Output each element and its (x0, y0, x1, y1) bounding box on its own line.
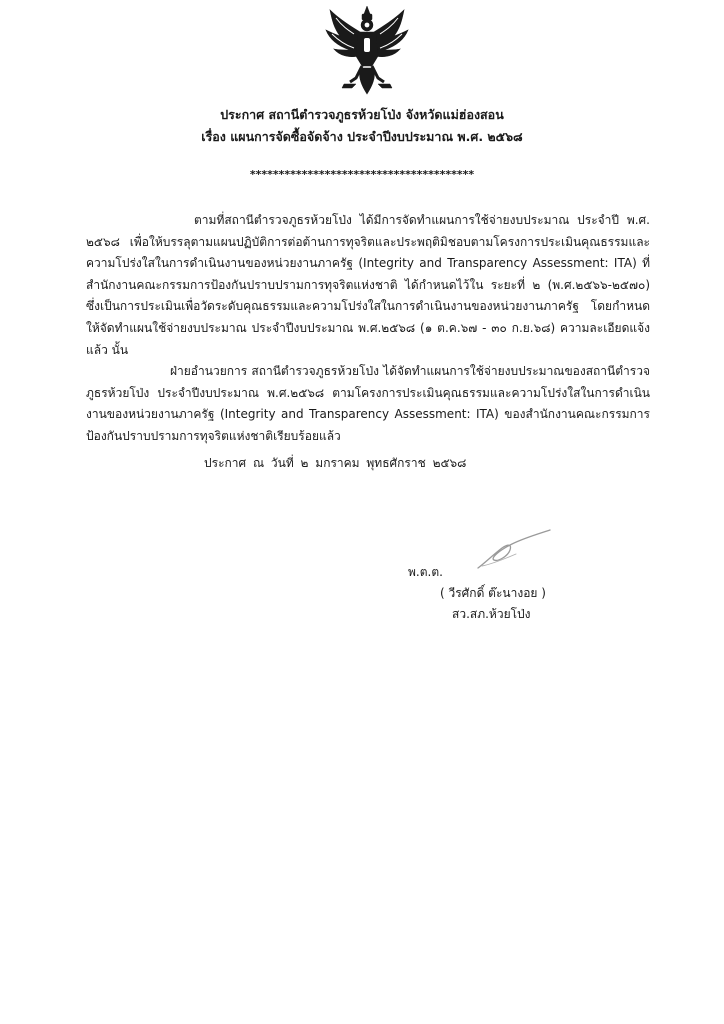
paragraph-1: ตามที่สถานีตำรวจภูธรห้วยโป่ง ได้มีการจัดทำแผนการใช้จ่ายงบประมาณ ประจำปี พ.ศ. ๒๕๖๘ เพื่อให้บรรลุตามแผนปฏิบัติการต่อต้านการทุจริตและประพฤติมิชอบตามโครงการประเมินคุณธรรมและความโปร่งใสในการดำเนินงานของหน่วยงานภาครัฐ (Integrity and Transparency Assessment: ITA) ที่สำนักงานคณะกรรมการป้องกันปราบปรามการทุจริตแห่งชาติ ได้กำหนดไว้ใน ระยะที่ ๒ (พ.ศ.๒๕๖๖-๒๕๗๐) ซึ่งเป็นการประเมินเพื่อวัดระดับคุณธรรมและความโปร่งใสในการดำเนินงานของหน่วยงานภาครัฐ โดยกำหนดให้จัดทำแผนใช้จ่ายงบประมาณ ประจำปีงบประมาณ พ.ศ.๒๕๖๘ (๑ ต.ค.๖๗ - ๓๐ ก.ย.๖๘) ความละเอียดแจ้งแล้ว นั้น (86, 213, 650, 357)
title-line-2: เรื่อง แผนการจัดซื้อจัดจ้าง ประจำปีงบประมาณ พ.ศ. ๒๕๖๘ (201, 129, 523, 144)
title-separator: *************************************** (249, 168, 475, 181)
announcement-date: ประกาศ ณ วันที่ ๒ มกราคม พุทธศักราช ๒๕๖๘ (204, 456, 467, 470)
signer-position: สว.สภ.ห้วยโป่ง (452, 607, 531, 621)
title-line-1: ประกาศ สถานีตำรวจภูธรห้วยโป่ง จังหวัดแม่ฮ่องสอน (220, 107, 504, 122)
paragraph-2: ฝ่ายอำนวยการ สถานีตำรวจภูธรห้วยโป่ง ได้จัดทำแผนการใช้จ่ายงบประมาณของสถานีตำรวจภูธรห้วยโป่ง ประจำปีงบประมาณ พ.ศ.๒๕๖๘ ตามโครงการประเมินคุณธรรมและความโปร่งใสในการดำเนินงานของหน่วยงานภาครัฐ (Integrity and Transparency Assessment: ITA) ของสำนักงานคณะกรรมการป้องกันปราบปรามการทุจริตแห่งชาติเรียบร้อยแล้ว (86, 364, 650, 443)
document-body (86, 210, 650, 448)
signer-block (400, 562, 600, 625)
signer-name: ( วีรศักดิ์ ต๊ะนางอย ) (440, 586, 546, 600)
document-title (0, 104, 724, 148)
signer-rank: พ.ต.ต. (408, 565, 443, 579)
garuda-emblem-icon (322, 4, 412, 96)
